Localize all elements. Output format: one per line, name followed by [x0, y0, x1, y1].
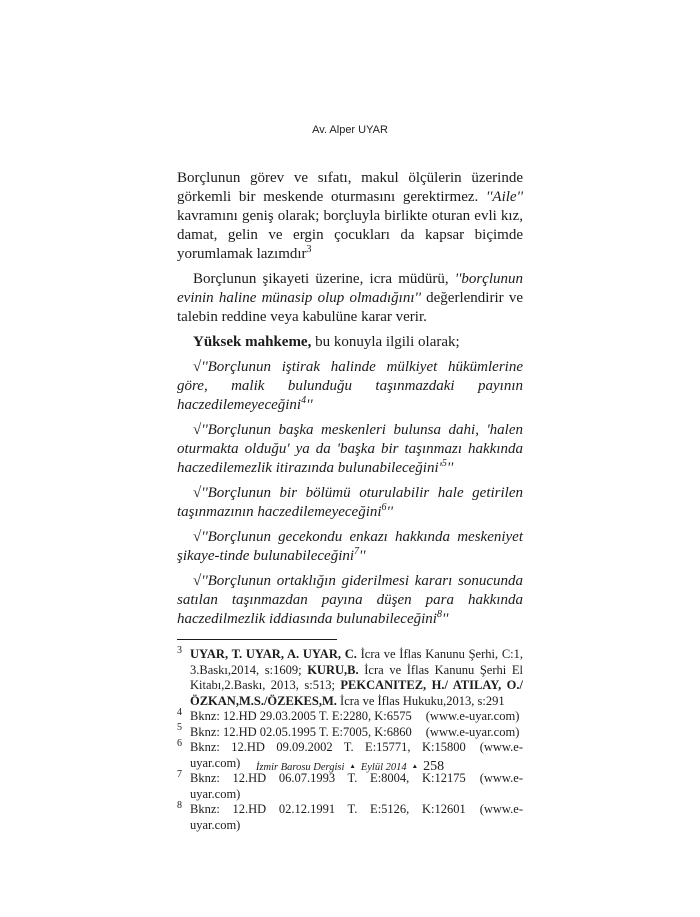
text-run: √''Borçlunun bir bölümü oturulabilir hale getirilen taşınmazının haczedilemeyeceğini: [177, 485, 523, 520]
text-run: (www.e-uyar.com): [190, 802, 523, 832]
text-column: [177, 0, 523, 833]
text-run: İcra ve İflas Hukuku,2013, s:291: [336, 693, 505, 708]
text-run: Bknz: 12.HD 09.09.2002 T. E:15771, K:15800: [190, 740, 466, 754]
text-run: İcra ve İflas Kanunu Şerhi, C:1, 3.Baskı,2014, s:1609;: [190, 647, 523, 677]
text-run: ''Aile'': [486, 189, 523, 205]
footnote-separator: [177, 639, 337, 640]
text-run: Borçlunun şikayeti üzerine, icra müdürü,: [193, 271, 455, 287]
text-run: '': [386, 504, 393, 520]
text-run: √''Borçlunun gecekondu enkazı hakkında meskeniyet şikaye-tinde bulunabileceğini: [177, 529, 523, 564]
text-run: Bknz: 12.HD 02.12.1991 T. E:5126, K:12601: [190, 802, 466, 816]
list-item-3: [177, 484, 523, 522]
text-run: 4: [301, 395, 307, 406]
text-run: bu konuyla ilgili olarak;: [311, 334, 460, 350]
list-item-4: [177, 528, 523, 566]
paragraph-yuksek-mahkeme: [177, 333, 523, 352]
paragraph-intro: [177, 169, 523, 264]
footnotes-list: [177, 644, 523, 833]
text-run: (www.e-uyar.com): [190, 740, 523, 770]
text-run: Bknz: 12.HD 06.07.1993 T. E:8004, K:12175: [190, 771, 466, 785]
text-run: 7: [354, 546, 360, 557]
issue-date: Eylül 2014: [360, 762, 407, 773]
footnote: $^3$ UYAR, T. UYAR, A. UYAR, C. İcra ve İflas Kanunu Şerhi, C:1, 3.Baskı,2014, s:1609; KURU,B. İcra ve İflas Kanunu Şerhi El Kitabı,2.Baskı, 2013, s:513; PEKCANITEZ, H./ ATILAY, O./ ÖZKAN,M.S./ÖZEKES,M. İcra ve İflas Hukuku,2013, s:291: [177, 644, 523, 708]
text-run: (www.e-uyar.com): [425, 709, 520, 723]
footnote: $^7$ Bknz: 12.HD 06.07.1993 T. E:8004, K:12175 (www.e-uyar.com): [177, 768, 523, 801]
text-run: 3: [306, 244, 312, 255]
footnote: $^6$ Bknz: 12.HD 09.09.2002 T. E:15771, K:15800 (www.e-uyar.com): [177, 737, 523, 770]
page-footer: [0, 757, 700, 775]
text-run: '': [446, 460, 454, 476]
text-run: ''borçlunun evinin haline münasip olup olmadığını'': [177, 271, 523, 306]
text-run: 8: [436, 609, 442, 620]
text-run: √''Borçlunun başka meskenleri bulunsa dahi, 'halen oturmakta olduğu' ya da 'başka bir taşınmazı hakkında haczedilemezlik itirazında bulunabileceğini': [177, 422, 523, 476]
text-run: PEKCANITEZ, H./ ATILAY, O./ ÖZKAN,M.S./ÖZEKES,M.: [190, 678, 523, 708]
text-run: 6: [381, 502, 387, 513]
text-run: '': [441, 611, 449, 627]
text-run: Yüksek mahkeme,: [193, 334, 312, 350]
footnote: $^5$ Bknz: 12.HD 02.05.1995 T. E:7005, K:6860 (www.e-uyar.com): [177, 722, 520, 739]
text-run: KURU,B.: [307, 662, 359, 677]
text-run: Borçlunun görev ve sıfatı, makul ölçülerin üzerinde görkemli bir meskende oturmasını gerektirmez.: [177, 170, 523, 205]
text-run: Bknz: 12.HD 02.05.1995 T. E:7005, K:6860: [190, 724, 412, 739]
text-run: değerlendirir ve talebin reddine veya kabulüne karar verir.: [177, 290, 523, 325]
journal-title: İzmir Barosu Dergisi: [255, 762, 345, 773]
text-run: '': [306, 397, 313, 413]
text-run: √''Borçlunun ortaklığın giderilmesi kararı sonucunda satılan taşınmazdan payına düşen para hakkında haczedilmezlik iddiasında bulunabileceğini: [177, 573, 523, 627]
text-run: (www.e-uyar.com): [425, 724, 520, 739]
text-run: UYAR, T. UYAR, A. UYAR, C.: [190, 647, 357, 661]
page-number: 258: [423, 759, 445, 774]
text-run: √''Borçlunun iştirak halinde mülkiyet hükümlerine göre, malik bulunduğu taşınmazdaki payının haczedilemeyeceğini: [177, 359, 523, 413]
triangle-icon: ▲: [411, 763, 419, 770]
list-item-5: [177, 572, 523, 629]
footnote: $^8$ Bknz: 12.HD 02.12.1991 T. E:5126, K:12601 (www.e-uyar.com): [177, 799, 523, 832]
text-run: '': [359, 548, 366, 564]
body-paragraphs: [177, 169, 523, 629]
text-run: İcra ve İflas Kanunu Şerhi El Kitabı,2.Baskı, 2013, s:513;: [190, 662, 523, 692]
triangle-icon: ▲: [349, 763, 356, 770]
list-item-1: [177, 358, 523, 415]
author-header: Av. Alper UYAR: [312, 124, 388, 136]
list-item-2: [177, 421, 523, 478]
text-run: kavramını geniş olarak; borçluyla birlikte oturan evli kız, damat, gelin ve ergin çocukları da kapsar biçimde yorumlamak lazımdır: [177, 208, 523, 262]
paragraph-sikayet: [177, 270, 523, 327]
footnote: $^4$ Bknz: 12.HD 29.03.2005 T. E:2280, K:6575 (www.e-uyar.com): [177, 706, 520, 723]
text-run: Bknz: 12.HD 29.03.2005 T. E:2280, K:6575: [190, 709, 412, 723]
text-run: 5: [441, 458, 447, 469]
text-run: (www.e-uyar.com): [190, 771, 523, 801]
